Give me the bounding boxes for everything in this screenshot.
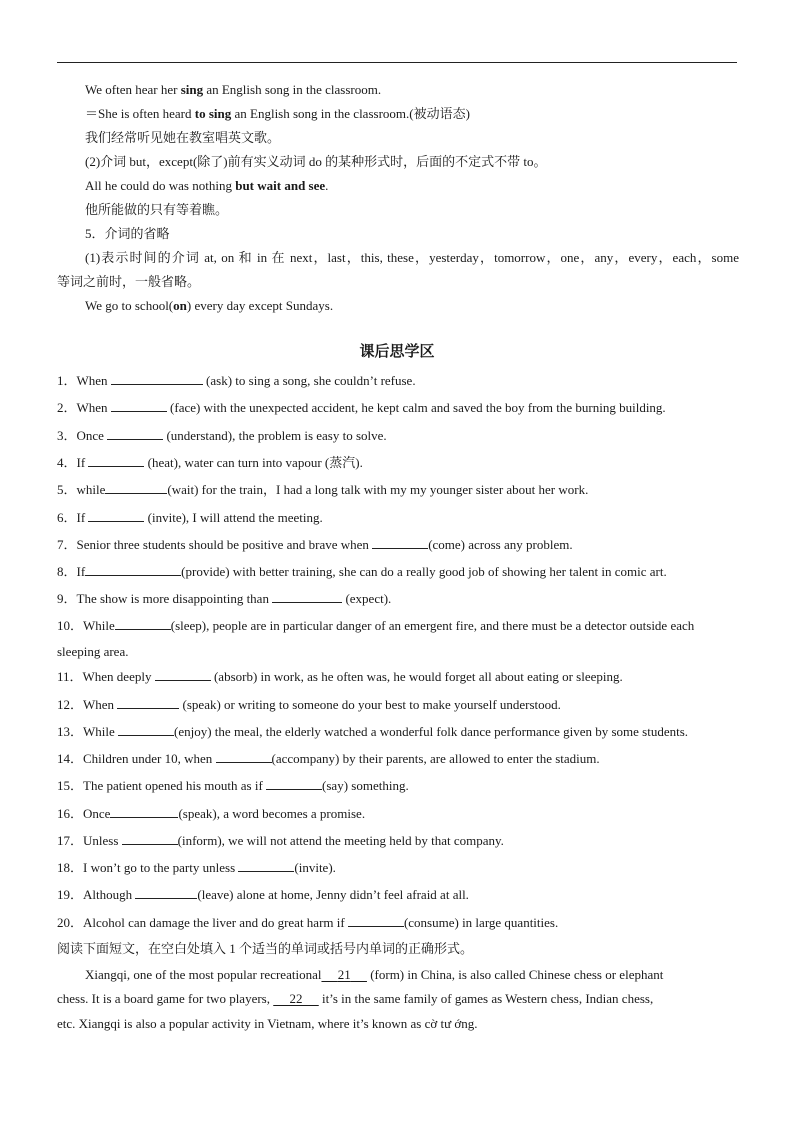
answer-blank[interactable] [135, 885, 197, 899]
example-active: We often hear her sing an English song in the classroom. [85, 82, 382, 97]
rule-5-line-1: (1)表示时间的介词 at, on 和 in 在 next，last，this, these，yesterday，tomorrow，one，any，every，each，some [85, 250, 739, 265]
rule-2-example: All he could do was nothing but wait and see. [85, 178, 329, 193]
answer-blank[interactable] [348, 913, 404, 927]
exercise-item: 4．If (heat), water can turn into vapour (蒸汽). [57, 455, 363, 470]
answer-blank[interactable] [111, 398, 167, 412]
exercise-item: 13．While (enjoy) the meal, the elderly watched a wonderful folk dance performance given by some students. [57, 724, 689, 739]
exercise-item: 16．Once (speak), a word becomes a promise. [57, 806, 366, 821]
exercise-item: 6．If (invite), I will attend the meeting. [57, 510, 323, 525]
answer-blank[interactable] [216, 749, 272, 763]
blank-21[interactable]: 21 [337, 967, 351, 982]
section-5-title: 5．介词的省略 [85, 226, 170, 241]
answer-blank[interactable] [155, 667, 211, 681]
exercise-item: 17．Unless (inform), we will not attend the meeting held by that company. [57, 833, 504, 848]
reading-instruction: 阅读下面短文，在空白处填入 1 个适当的单词或括号内单词的正确形式。 [57, 941, 474, 956]
answer-blank[interactable] [272, 589, 342, 603]
answer-blank[interactable] [117, 695, 179, 709]
exercise-item: 19．Although (leave) alone at home, Jenny didn’t feel afraid at all. [57, 887, 469, 902]
exercise-item: 10．While (sleep), people are in particular danger of an emergent fire, and there must be a detector outside each [57, 618, 695, 633]
exercise-item: 5．while (wait) for the train，I had a long talk with my my younger sister about her work. [57, 482, 589, 497]
answer-blank[interactable] [110, 804, 178, 818]
answer-blank[interactable] [107, 426, 163, 440]
answer-blank[interactable] [115, 616, 171, 630]
exercise-item: 11．When deeply (absorb) in work, as he often was, he would forget all about eating or sleeping. [57, 669, 623, 684]
exercise-item: 9．The show is more disappointing than (expect). [57, 591, 392, 606]
exercise-item: 7．Senior three students should be positive and brave when (come) across any problem. [57, 537, 573, 552]
blank-22[interactable]: 22 [289, 991, 303, 1006]
answer-blank[interactable] [111, 371, 203, 385]
rule-5-line-2: 等词之前时，一般省略。 [57, 274, 201, 289]
exercise-item: 20．Alcohol can damage the liver and do great harm if (consume) in large quantities. [57, 915, 559, 930]
answer-blank[interactable] [122, 831, 178, 845]
answer-blank[interactable] [118, 722, 174, 736]
reading-line-3: etc. Xiangqi is also a popular activity in Vietnam, where it’s known as cờ tư ớng. [57, 1016, 478, 1031]
answer-blank[interactable] [266, 776, 322, 790]
exercise-item: 14．Children under 10, when (accompany) by their parents, are allowed to enter the stadium. [57, 751, 600, 766]
exercise-item: 12．When (speak) or writing to someone do your best to make yourself understood. [57, 697, 561, 712]
answer-blank[interactable] [88, 453, 144, 467]
answer-blank[interactable] [105, 480, 167, 494]
example-passive: ＝She is often heard to sing an English song in the classroom.(被动语态) [85, 106, 470, 121]
exercise-item: 18．I won’t go to the party unless (invite). [57, 860, 336, 875]
exercise-title: 课后思学区 [359, 342, 435, 360]
rule-2: (2)介词 but，except(除了)前有实义动词 do 的某种形式时，后面的不定式不带 to。 [85, 154, 547, 169]
example-translation: 我们经常听见她在教室唱英文歌。 [85, 130, 281, 145]
answer-blank[interactable] [85, 562, 181, 576]
rule-2-translation: 他所能做的只有等着瞧。 [85, 202, 229, 217]
reading-line-2: chess. It is a board game for two players, 22 it’s in the same family of games as Western chess, Indian chess, [57, 991, 654, 1006]
exercise-item: 8．If (provide) with better training, she can do a really good job of showing her talent in comic art. [57, 564, 667, 579]
answer-blank[interactable] [88, 508, 144, 522]
exercise-item: 1．When (ask) to sing a song, she couldn’t refuse. [57, 373, 416, 388]
header-rule [57, 62, 737, 63]
reading-line-1: Xiangqi, one of the most popular recreational 21 (form) in China, is also called Chinese chess or elephant [85, 967, 664, 982]
exercise-item: 2．When (face) with the unexpected accident, he kept calm and saved the boy from the burning building. [57, 400, 666, 415]
exercise-item: 15．The patient opened his mouth as if (say) something. [57, 778, 409, 793]
rule-5-example: We go to school(on) every day except Sundays. [85, 298, 334, 313]
exercise-item: 3．Once (understand), the problem is easy to solve. [57, 428, 387, 443]
answer-blank[interactable] [238, 858, 294, 872]
exercise-item-continuation: sleeping area. [57, 644, 129, 659]
answer-blank[interactable] [372, 535, 428, 549]
